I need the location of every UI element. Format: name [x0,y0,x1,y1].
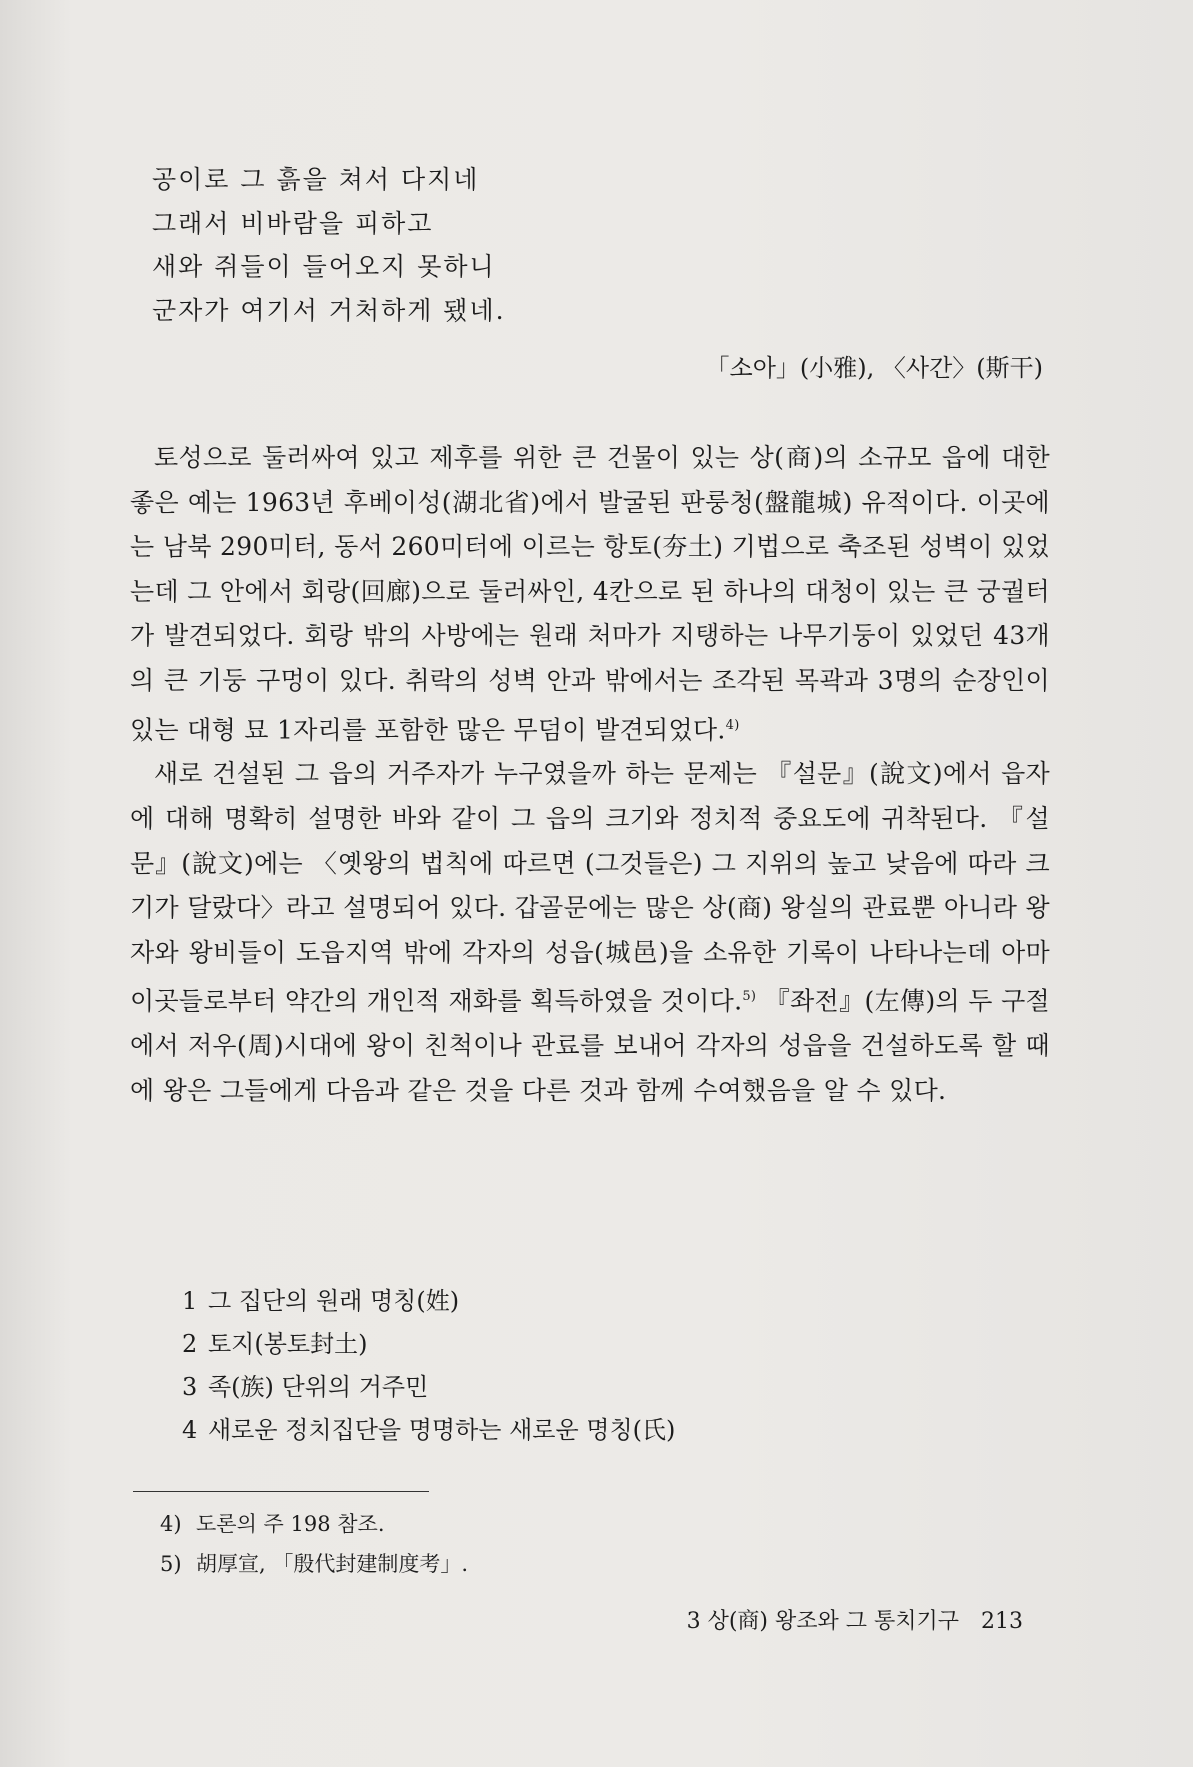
body-text [130,436,1050,1114]
list-item [182,1366,982,1409]
paragraph-2 [130,752,1050,1113]
poem-block [152,158,1052,332]
running-footer [687,1604,1023,1635]
numbered-list [182,1280,982,1452]
page-number: 213 [981,1609,1023,1634]
footnote-text: 도론의 주 198 참조. [196,1512,385,1536]
list-item-number: 1 [182,1287,198,1315]
paragraph-2-text-a: 새로 건설된 그 읍의 거주자가 누구였을까 하는 문제는 『설문』(說文)에서 읍자에 대해 명확히 설명한 바와 같이 그 읍의 크기와 정치적 중요도에 귀착된다. 『설문』(說文)에는 〈옛왕의 법칙에 따르면 (그것들은) 그 지위의 높고 낮음에 따라 크기가 달랐다〉라고 설명되어 있다. 갑골문에는 많은 상(商) 왕실의 관료뿐 아니라 왕자와 왕비들이 도읍지역 밖에 각자의 성읍(城邑)을 소유한 기록이 나타나는데 아마 이곳들로부터 약간의 개인적 재화를 획득하였을 것이다. [130,759,1050,1016]
poem-line: 새와 쥐들이 들어오지 못하니 [152,252,496,281]
list-item [182,1280,982,1323]
footnotes [160,1504,468,1584]
poem-line: 공이로 그 흙을 쳐서 다지네 [152,165,480,194]
footnote-divider [133,1491,429,1492]
poem-line: 군자가 여기서 거처하게 됐네. [152,295,506,325]
footnote-4 [160,1504,468,1544]
list-item-number: 3 [182,1373,198,1401]
poem-line: 그래서 비바람을 피하고 [152,208,434,238]
list-item-text: 족(族) 단위의 거주민 [208,1373,429,1401]
list-item-text: 그 집단의 원래 명칭(姓) [208,1287,460,1315]
footnote-5 [160,1544,468,1584]
paragraph-1 [130,436,1050,752]
footnote-number: 4) [160,1512,182,1536]
list-item-text: 새로운 정치집단을 명명하는 새로운 명칭(氏) [208,1416,676,1444]
footnote-ref-5: 5) [742,989,757,1005]
list-item-number: 4 [182,1416,198,1444]
list-item [182,1409,982,1452]
footnote-number: 5) [160,1552,182,1576]
list-item-text: 토지(봉토封土) [208,1330,368,1358]
poem-citation: 「소아」(小雅), 〈사간〉(斯干) [705,354,1043,382]
list-item [182,1323,982,1366]
list-item-number: 2 [182,1330,198,1358]
paragraph-2-text-b: 『좌전』(左傳)의 두 구절에서 저우(周)시대에 왕이 친척이나 관료를 보내어 각자의 성읍을 건설하도록 할 때에 왕은 그들에게 다음과 같은 것을 다른 것과 함께 수여했음을 알 수 있다. [130,986,1050,1105]
chapter-title: 3 상(商) 왕조와 그 통치기구 [686,1609,959,1634]
paragraph-1-text: 토성으로 둘러싸여 있고 제후를 위한 큰 건물이 있는 상(商)의 소규모 읍에 대한 좋은 예는 1963년 후베이성(湖北省)에서 발굴된 판룽청(盤龍城) 유적이다. 이곳에는 남북 290미터, 동서 260미터에 이르는 항토(夯土) 기법으로 축조된 성벽이 있었는데 그 안에서 회랑(回廊)으로 둘러싸인, 4칸으로 된 하나의 대청이 있는 큰 궁궐터가 발견되었다. 회랑 밖의 사방에는 원래 처마가 지탱하는 나무기둥이 있었던 43개의 큰 기둥 구멍이 있다. 취락의 성벽 안과 밖에서는 조각된 목곽과 3명의 순장인이 있는 대형 묘 1자리를 포함한 많은 무덤이 발견되었다. [130,443,1050,744]
footnote-text: 胡厚宣, 「殷代封建制度考」. [196,1552,469,1576]
footnote-ref-4: 4) [725,717,740,733]
